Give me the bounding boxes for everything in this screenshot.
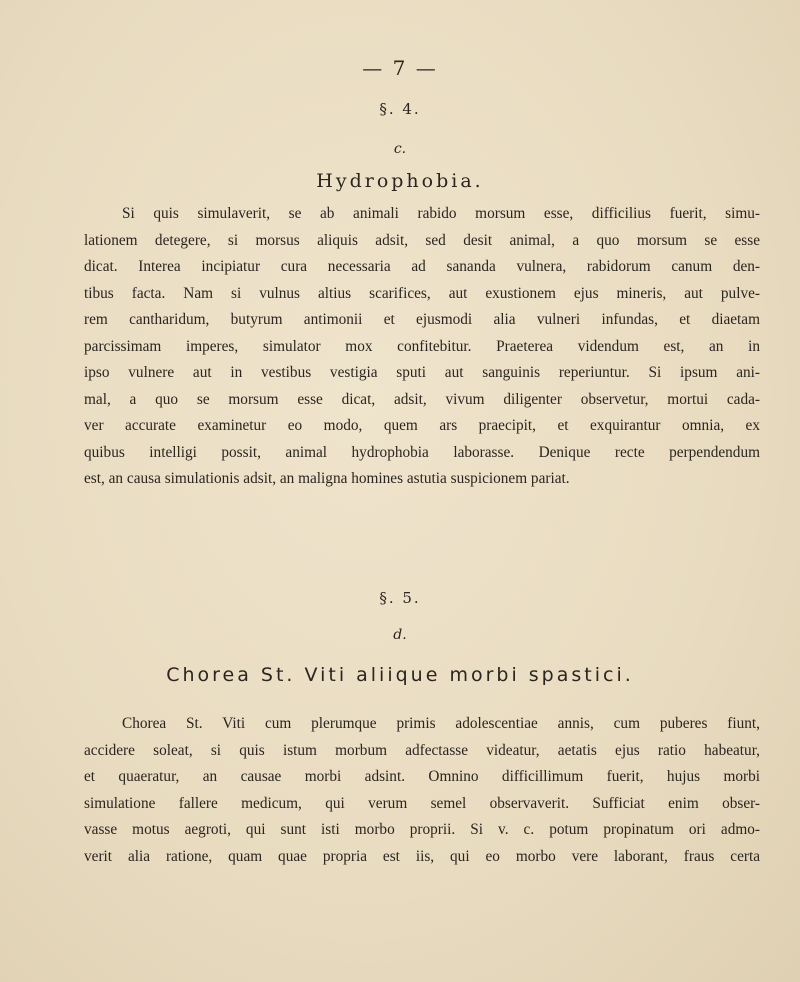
- paragraph-line: Si quis simulaverit, se ab animali rabido morsum esse, difficilius fuerit, simu-: [122, 205, 760, 222]
- section-5-letter: d.: [393, 627, 407, 643]
- paragraph-line: verit alia ratione, quam quae propria est iis, qui eo morbo vere laborant, fraus certa: [84, 847, 760, 865]
- paragraph-line: dicat. Interea incipiatur cura necessaria ad sananda vulnera, rabidorum canum den-: [84, 258, 760, 275]
- paragraph-line: lationem detegere, si morsus aliquis adsit, sed desit animal, a quo morsum se esse: [84, 231, 760, 249]
- paragraph-line: tibus facta. Nam si vulnus altius scarifices, aut exustionem ejus mineris, aut pulve-: [84, 284, 760, 302]
- section-4-paragraph: [84, 201, 760, 493]
- paragraph-line: parcissimam imperes, simulator mox confitebitur. Praeterea videndum est, an in: [84, 337, 760, 355]
- paragraph-line: ver accurate examinetur eo modo, quem ars praecipit, et exquirantur omnia, ex: [84, 417, 760, 434]
- paragraph-line: est, an causa simulationis adsit, an maligna homines astutia suspicionem pariat.: [84, 470, 570, 487]
- section-5-title: Chorea St. Viti aliique morbi spastici.: [166, 664, 634, 686]
- paragraph-line: et quaeratur, an causae morbi adsint. Omnino difficillimum fuerit, hujus morbi: [84, 768, 760, 785]
- paragraph-line: rem cantharidum, butyrum antimonii et ejusmodi alia vulneri infundas, et diaetam: [84, 311, 760, 328]
- paragraph-line: simulatione fallere medicum, qui verum semel observaverit. Sufficiat enim obser-: [84, 794, 760, 812]
- section-5-number: §. 5.: [379, 589, 421, 607]
- section-5-paragraph: [84, 711, 760, 870]
- page-number: — 7 —: [362, 56, 438, 80]
- section-4-number: §. 4.: [379, 100, 421, 118]
- paragraph-line: mal, a quo se morsum esse dicat, adsit, vivum diligenter observetur, mortui cada-: [84, 390, 760, 408]
- section-4-title: Hydrophobia.: [316, 170, 484, 192]
- paragraph-line: Chorea St. Viti cum plerumque primis adolescentiae annis, cum puberes fiunt,: [122, 715, 760, 732]
- section-4-letter: c.: [393, 141, 407, 157]
- paragraph-line: ipso vulnere aut in vestibus vestigia sputi aut sanguinis reperiuntur. Si ipsum ani-: [84, 364, 760, 381]
- paragraph-line: quibus intelligi possit, animal hydrophobia laborasse. Denique recte perpendendum: [84, 443, 760, 461]
- paragraph-line: vasse motus aegroti, qui sunt isti morbo proprii. Si v. c. potum propinatum ori admo-: [84, 821, 760, 838]
- paragraph-line: accidere soleat, si quis istum morbum adfectasse videatur, aetatis ejus ratio habeatur,: [84, 741, 760, 759]
